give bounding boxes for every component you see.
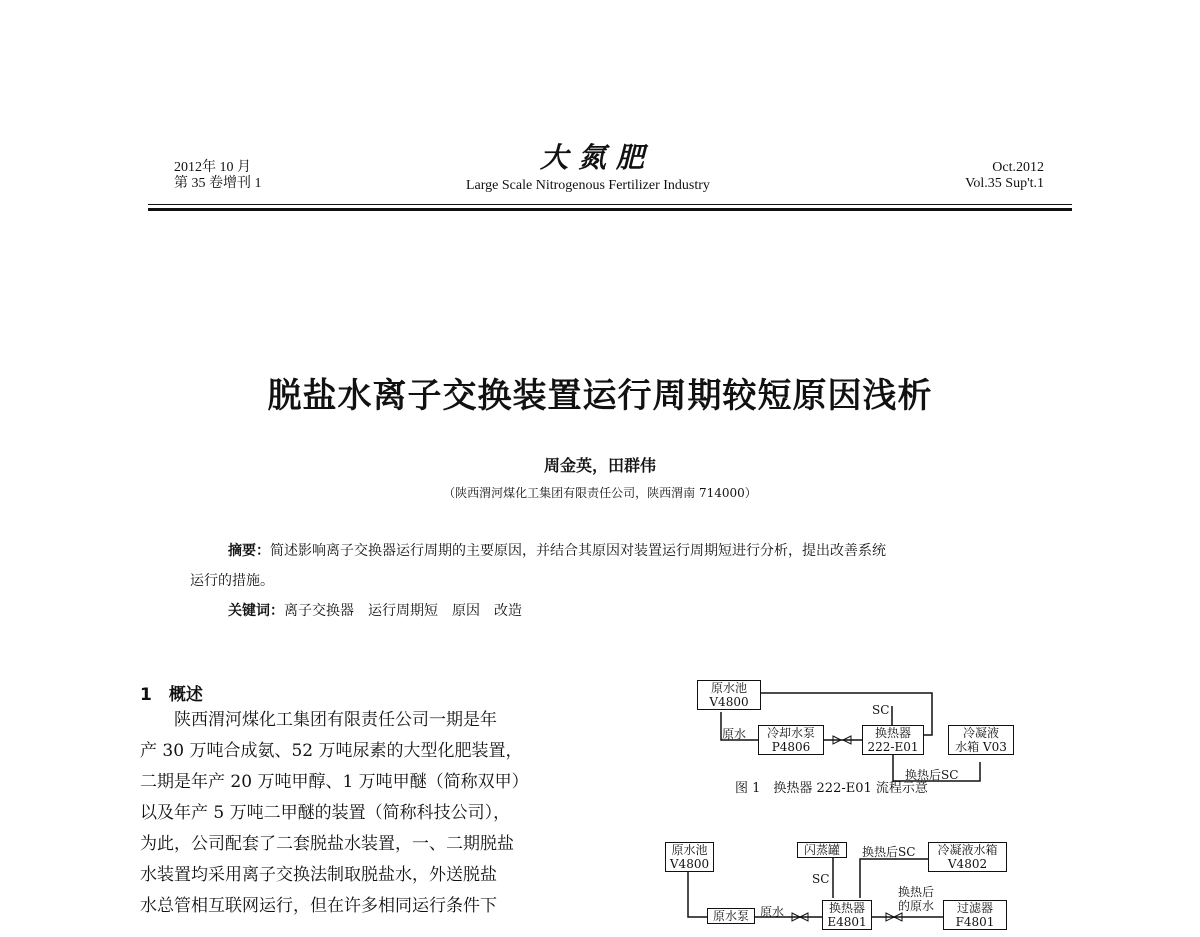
keywords-label: 关键词： [228,603,284,619]
box-cooling-pump: 冷却水泵 P4806 [758,725,824,755]
label-after-sc-2: 换热后SC [862,845,916,859]
body-line: 为此，公司配套了二套脱盐水装置，一、二期脱盐 [140,834,514,854]
label-after-raw-water: 换热后 的原水 [898,885,935,913]
box-heat-exchanger-2: 换热器 E4801 [822,900,872,930]
box-raw-water-pump: 原水泵 [707,908,755,924]
journal-logo: 大氮肥 [540,141,655,174]
body-line: 水装置均采用离子交换法制取脱盐水，外送脱盐 [140,865,497,885]
header-issue-cn: 第 35 卷增刊 1 [174,176,262,191]
box-raw-water-pool-2: 原水池 V4800 [665,842,714,872]
box-condensate-tank-2: 冷凝液水箱 V4802 [928,842,1007,872]
authors: 周金英，田群伟 [543,456,656,475]
body-line: 产 30 万吨合成氨、52 万吨尿素的大型化肥装置， [140,741,523,761]
label-after-sc: 换热后SC [905,768,959,782]
keywords-text: 离子交换器 运行周期短 原因 改造 [284,603,522,619]
affiliation: （陕西渭河煤化工集团有限责任公司，陕西渭南 714000） [443,486,757,500]
label-raw-water-2: 原水 [760,905,785,919]
label-sc-2: SC [812,872,830,886]
label-raw-water: 原水 [722,727,747,741]
body-line: 以及年产 5 万吨二甲醚的装置（简称科技公司）， [140,803,511,823]
box-raw-water-pool: 原水池 V4800 [697,680,761,710]
abstract-text: 简述影响离子交换器运行周期的主要原因，并结合其原因对装置运行周期短进行分析，提出改善系统 [270,543,886,559]
abstract-label: 摘要： [228,543,270,559]
header-date-en: Oct.2012 [992,160,1044,175]
label-sc: SC [872,703,890,717]
box-filter: 过滤器 F4801 [943,900,1007,930]
figure-1-caption: 图 1 换热器 222-E01 流程示意 [735,781,928,796]
body-line: 水总管相互联网运行，但在许多相同运行条件下 [140,896,497,916]
abstract-line-2: 运行的措施。 [190,573,274,589]
body-line: 陕西渭河煤化工集团有限责任公司一期是年 [140,710,497,730]
header-issue-en: Vol.35 Sup't.1 [965,176,1044,191]
journal-english-name: Large Scale Nitrogenous Fertilizer Industry [466,178,710,193]
article-title: 脱盐水离子交换装置运行周期较短原因浅析 [267,376,933,416]
box-condensate-tank: 冷凝液 水箱 V03 [948,725,1014,755]
box-heat-exchanger: 换热器 222-E01 [862,725,924,755]
body-line: 二期是年产 20 万吨甲醇、1 万吨甲醚（简称双甲） [140,772,529,792]
section-heading: 1 概述 [140,685,203,705]
header-date-cn: 2012年 10 月 [174,160,251,175]
box-flash-tank: 闪蒸罐 [797,842,847,858]
